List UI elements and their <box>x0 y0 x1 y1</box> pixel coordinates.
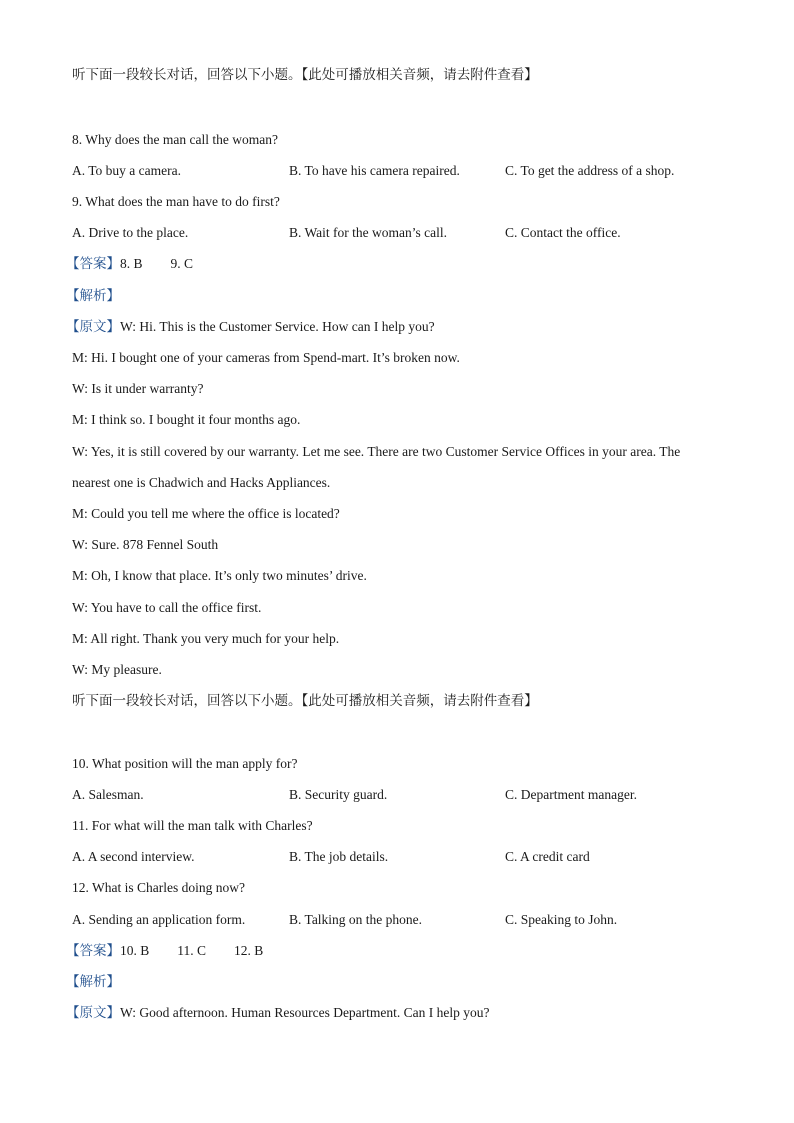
transcript-line-1: M: Hi. I bought one of your cameras from Spend-mart. It’s broken now. <box>72 350 460 365</box>
answer-line-1 <box>66 255 193 273</box>
transcript-line-2: W: Is it under warranty? <box>72 381 204 396</box>
transcript-line-5: nearest one is Chadwich and Hacks Appliances. <box>72 475 331 490</box>
q9-option-c: C. Contact the office. <box>505 225 621 240</box>
q12-option-b: B. Talking on the phone. <box>289 912 423 927</box>
transcript-line-7: W: Sure. 878 Fennel South <box>72 537 219 552</box>
transcript-text: W: Good afternoon. Human Resources Department. Can I help you? <box>120 1005 490 1020</box>
q8-option-a: A. To buy a camera. <box>72 163 182 178</box>
analysis-tag-1: 【解析】 <box>66 288 120 304</box>
transcript-line-8: M: Oh, I know that place. It’s only two minutes’ drive. <box>72 568 367 583</box>
q9-option-b: B. Wait for the woman’s call. <box>289 225 448 240</box>
transcript-line-6: M: Could you tell me where the office is located? <box>72 506 340 521</box>
q12-option-a: A. Sending an application form. <box>72 912 246 927</box>
transcript-line-3: M: I think so. I bought it four months ago. <box>72 412 301 427</box>
q10-option-c: C. Department manager. <box>505 787 637 802</box>
transcript-text: W: Hi. This is the Customer Service. How can I help you? <box>120 319 435 334</box>
transcript-line-9: W: You have to call the office first. <box>72 600 262 615</box>
answer-9: 9. C <box>170 256 194 271</box>
question-11: 11. For what will the man talk with Charles? <box>72 818 313 833</box>
q11-option-a: A. A second interview. <box>72 849 195 864</box>
q10-option-b: B. Security guard. <box>289 787 388 802</box>
transcript2-line-0 <box>66 1004 490 1022</box>
q8-option-c: C. To get the address of a shop. <box>505 163 675 178</box>
answer-tag: 【答案】 <box>66 943 120 959</box>
question-10: 10. What position will the man apply for? <box>72 756 298 771</box>
question-9: 9. What does the man have to do first? <box>72 194 280 209</box>
q10-option-a: A. Salesman. <box>72 787 144 802</box>
answer-12: 12. B <box>234 943 264 958</box>
answer-11: 11. C <box>177 943 207 958</box>
q8-option-b: B. To have his camera repaired. <box>289 163 460 178</box>
question-8: 8. Why does the man call the woman? <box>72 132 278 147</box>
transcript-line-4: W: Yes, it is still covered by our warranty. Let me see. There are two Customer Service Offices in your area. The <box>72 444 681 459</box>
answer-tag: 【答案】 <box>66 256 120 272</box>
transcript-tag: 【原文】 <box>66 319 120 335</box>
transcript-line-10: M: All right. Thank you very much for your help. <box>72 631 340 646</box>
section1-instruction: 听下面一段较长对话，回答以下小题。【此处可播放相关音频，请去附件查看】 <box>72 67 538 83</box>
analysis-tag-2: 【解析】 <box>66 974 120 990</box>
q11-option-c: C. A credit card <box>505 849 590 864</box>
question-12: 12. What is Charles doing now? <box>72 880 245 895</box>
answer-line-2 <box>66 942 263 960</box>
q9-option-a: A. Drive to the place. <box>72 225 189 240</box>
transcript-line-11: W: My pleasure. <box>72 662 162 677</box>
answer-10: 10. B <box>120 943 150 958</box>
transcript-tag: 【原文】 <box>66 1005 120 1021</box>
q11-option-b: B. The job details. <box>289 849 389 864</box>
section2-instruction: 听下面一段较长对话，回答以下小题。【此处可播放相关音频，请去附件查看】 <box>72 693 538 709</box>
q12-option-c: C. Speaking to John. <box>505 912 618 927</box>
answer-8: 8. B <box>120 256 143 271</box>
transcript-line-0 <box>66 318 435 336</box>
